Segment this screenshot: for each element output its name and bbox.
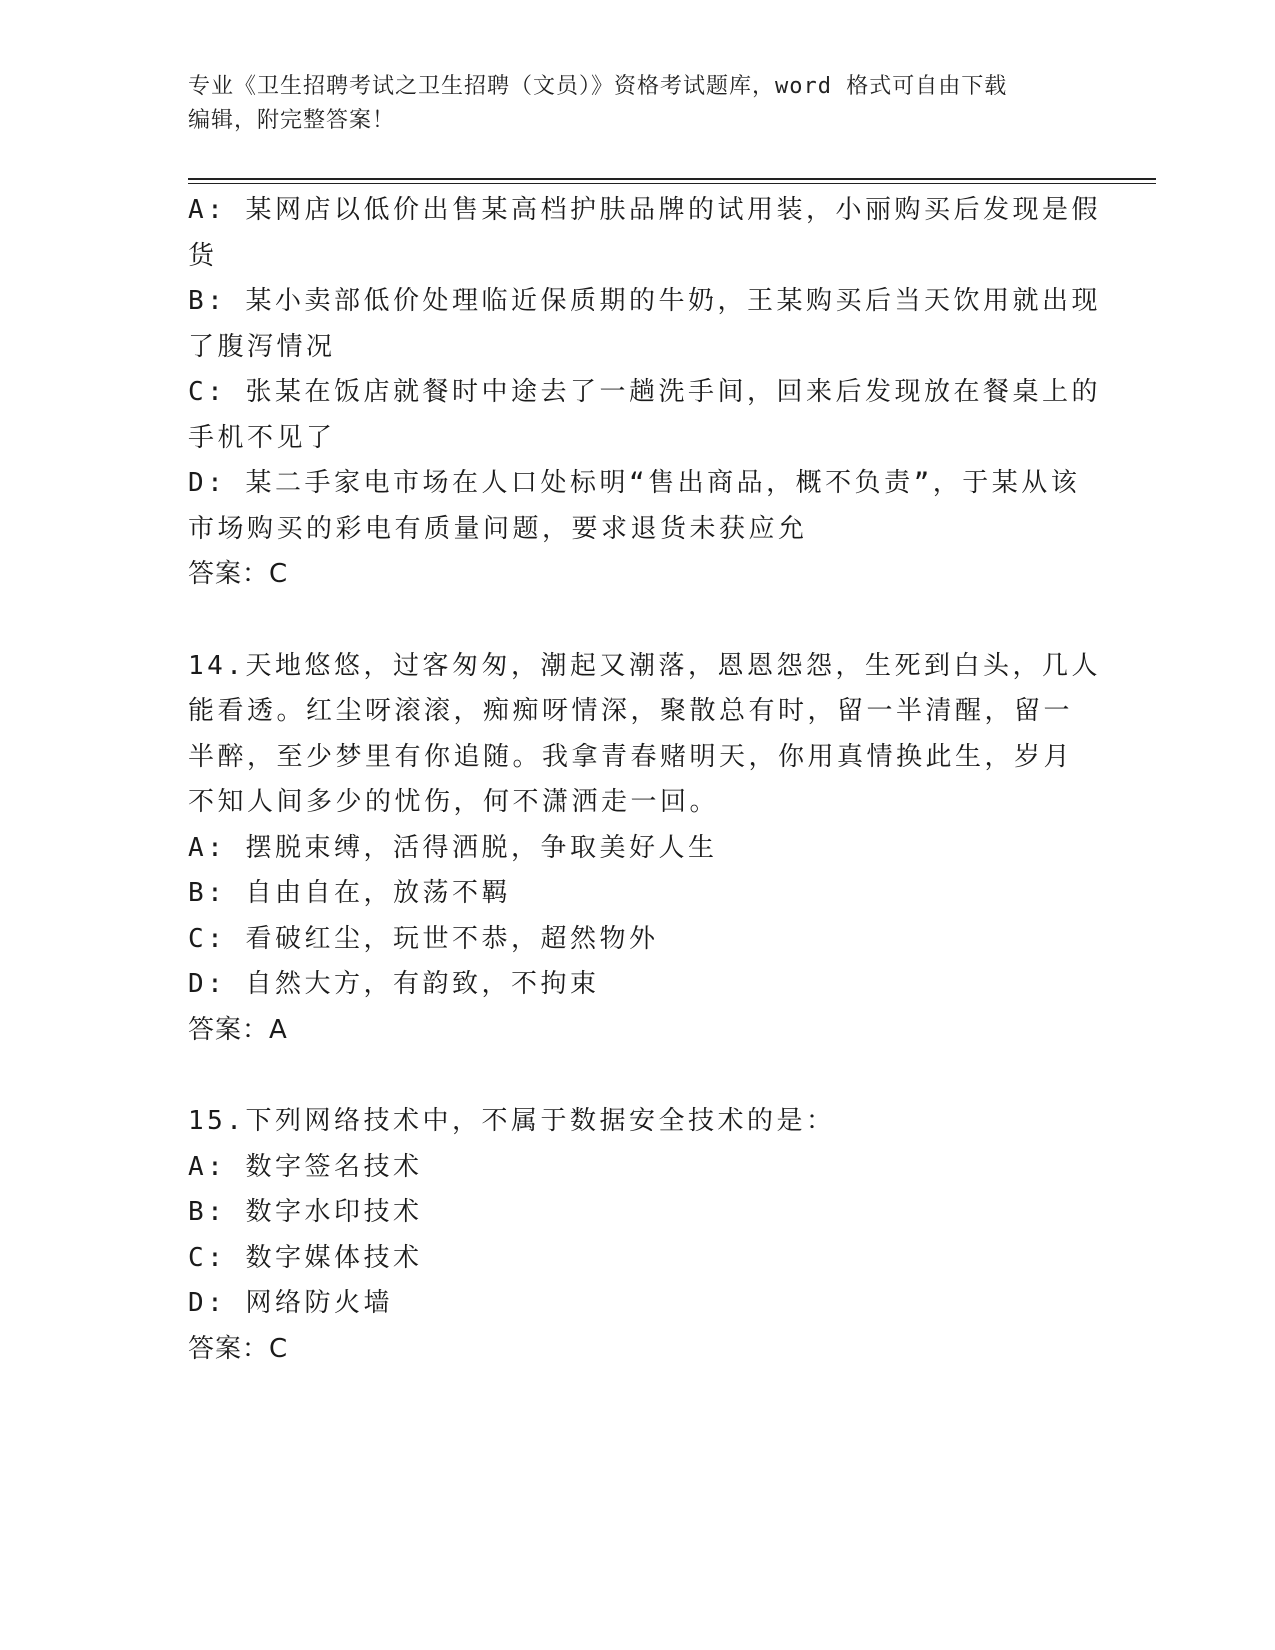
answer-15: 答案：C [188,1333,289,1364]
option-d-line-2: 市场购买的彩电有质量问题，要求退货未获应允 [188,513,808,544]
header-line-1: 专业《卫生招聘考试之卫生招聘（文员）》资格考试题库，word 格式可自由下载 [188,74,1008,99]
option-a-line-2: 货 [188,240,218,271]
option-d: D: 网络防火墙 [188,1288,393,1318]
question-list [188,188,1101,1372]
header-divider-thick [188,178,1156,180]
option-b-line-2: 了腹泻情况 [188,331,336,362]
option-b: B: 数字水印技术 [188,1197,423,1227]
document-header [188,70,1088,138]
question-stem-line-2: 能看透。红尘呀滚滚，痴痴呀情深，聚散总有时，留一半清醒，留一 [188,696,1074,726]
header-line-2: 编辑，附完整答案！ [188,108,396,133]
header-divider-thin [188,183,1156,184]
question-15 [188,1099,1078,1372]
option-c-line-1: C: 张某在饭店就餐时中途去了一趟洗手间，回来后发现放在餐桌上的 [188,377,1101,407]
option-b-line-1: B: 某小卖部低价处理临近保质期的牛奶，王某购买后当天饮用就出现 [188,286,1101,316]
question-13 [188,188,1101,598]
option-a-line-1: A: 某网店以低价出售某高档护肤品牌的试用装，小丽购买后发现是假 [188,195,1101,225]
option-b: B: 自由自在，放荡不羁 [188,878,511,908]
question-stem-line-4: 不知人间多少的忧伤，何不潇洒走一回。 [188,787,720,817]
question-stem-line-3: 半醉，至少梦里有你追随。我拿青春赌明天，你用真情换此生，岁月 [188,741,1074,772]
option-d: D: 自然大方，有韵致，不拘束 [188,969,600,999]
option-c: C: 数字媒体技术 [188,1242,423,1273]
option-a: A: 数字签名技术 [188,1151,423,1182]
answer-13: 答案：C [188,559,289,589]
question-stem: 15.下列网络技术中，不属于数据安全技术的是： [188,1106,836,1136]
option-c-line-2: 手机不见了 [188,422,336,453]
answer-14: 答案：A [188,1014,288,1045]
option-a: A: 摆脱束缚，活得洒脱，争取美好人生 [188,832,718,863]
question-14 [188,644,1101,1054]
option-d-line-1: D: 某二手家电市场在人口处标明“售出商品，概不负责”，于某从该 [188,468,1081,498]
question-stem-line-1: 14.天地悠悠，过客匆匆，潮起又潮落，恩恩怨怨，生死到白头，几人 [188,650,1101,681]
option-c: C: 看破红尘，玩世不恭，超然物外 [188,923,659,954]
